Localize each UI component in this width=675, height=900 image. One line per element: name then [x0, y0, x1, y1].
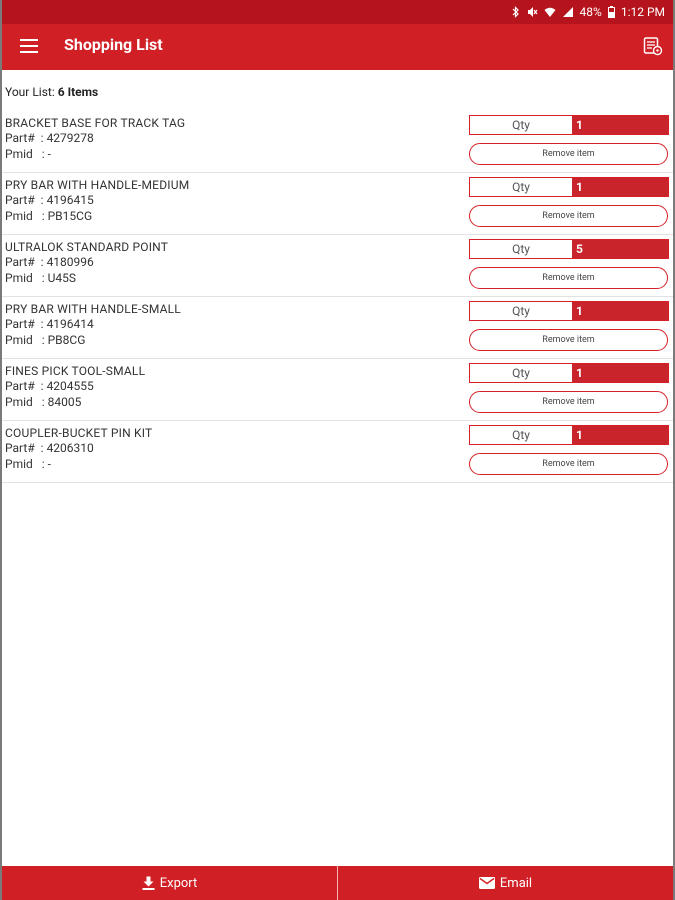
item-pmid-line: Pmid : -	[5, 147, 51, 161]
qty-field[interactable]	[469, 363, 669, 383]
item-part-line: Part# : 4206310	[5, 441, 94, 455]
item-part-number: 4196415	[46, 193, 94, 207]
item-part-line: Part# : 4196414	[5, 317, 94, 331]
qty-field[interactable]	[469, 115, 669, 135]
item-pmid: 84005	[47, 395, 82, 409]
item-name: PRY BAR WITH HANDLE-SMALL	[5, 302, 181, 316]
mail-icon	[479, 877, 495, 889]
item-name: PRY BAR WITH HANDLE-MEDIUM	[5, 178, 190, 192]
page-title: Shopping List	[64, 35, 163, 54]
qty-value[interactable]: 1	[572, 116, 668, 134]
item-count-value: 6 Items	[57, 85, 99, 99]
item-part-line: Part# : 4196415	[5, 193, 94, 207]
remove-item-button[interactable]: Remove item	[469, 329, 668, 351]
battery-percent: 48%	[579, 5, 602, 19]
remove-item-button[interactable]: Remove item	[469, 205, 668, 227]
wifi-icon	[544, 6, 556, 18]
list-item	[2, 296, 673, 359]
qty-field[interactable]	[469, 177, 669, 197]
remove-item-button[interactable]: Remove item	[469, 391, 668, 413]
export-label: Export	[159, 875, 198, 891]
item-part-number: 4180996	[46, 255, 94, 269]
item-part-number: 4206310	[46, 441, 94, 455]
battery-icon	[608, 6, 615, 18]
qty-field[interactable]	[469, 301, 669, 321]
item-pmid-line: Pmid : U45S	[5, 271, 77, 285]
remove-item-button[interactable]: Remove item	[469, 267, 668, 289]
qty-value[interactable]: 5	[572, 240, 668, 258]
mute-icon	[526, 6, 538, 18]
item-pmid-line: Pmid : 84005	[5, 395, 82, 409]
qty-label: Qty	[470, 178, 572, 196]
bottom-action-bar	[2, 866, 673, 900]
qty-label: Qty	[470, 426, 572, 444]
item-part-number: 4204555	[46, 379, 94, 393]
list-item	[2, 110, 673, 173]
qty-field[interactable]	[469, 425, 669, 445]
item-pmid-line: Pmid : -	[5, 457, 51, 471]
bluetooth-icon	[512, 6, 520, 18]
qty-value[interactable]: 1	[572, 426, 668, 444]
hamburger-menu-icon[interactable]	[20, 39, 38, 53]
item-pmid: -	[47, 147, 51, 161]
item-part-line: Part# : 4279278	[5, 131, 94, 145]
item-part-line: Part# : 4180996	[5, 255, 94, 269]
signal-icon	[562, 6, 574, 18]
item-pmid: PB15CG	[47, 209, 93, 223]
qty-label: Qty	[470, 364, 572, 382]
qty-label: Qty	[470, 116, 572, 134]
status-bar	[2, 0, 673, 24]
item-part-line: Part# : 4204555	[5, 379, 94, 393]
download-icon	[142, 876, 155, 890]
app-bar	[2, 24, 673, 70]
item-name: ULTRALOK STANDARD POINT	[5, 240, 169, 254]
list-item	[2, 358, 673, 421]
qty-label: Qty	[470, 302, 572, 320]
list-item	[2, 234, 673, 297]
export-button[interactable]	[2, 866, 337, 900]
item-name: BRACKET BASE FOR TRACK TAG	[5, 116, 186, 130]
status-icons	[512, 4, 665, 20]
item-pmid: -	[47, 457, 51, 471]
qty-label: Qty	[470, 240, 572, 258]
device-screen	[2, 0, 673, 900]
item-count	[5, 85, 98, 99]
remove-item-button[interactable]: Remove item	[469, 143, 668, 165]
qty-field[interactable]	[469, 239, 669, 259]
email-label: Email	[499, 875, 533, 891]
item-name: FINES PICK TOOL-SMALL	[5, 364, 146, 378]
status-time: 1:12 PM	[620, 5, 665, 19]
item-pmid-line: Pmid : PB15CG	[5, 209, 93, 223]
qty-value[interactable]: 1	[572, 364, 668, 382]
email-button[interactable]	[337, 866, 673, 900]
item-count-label: Your List:	[5, 85, 55, 99]
remove-item-button[interactable]: Remove item	[469, 453, 668, 475]
list-item	[2, 172, 673, 235]
list-item	[2, 420, 673, 483]
list-settings-icon[interactable]	[643, 36, 663, 56]
item-pmid: PB8CG	[47, 333, 86, 347]
item-part-number: 4279278	[46, 131, 94, 145]
item-name: COUPLER-BUCKET PIN KIT	[5, 426, 153, 440]
item-pmid: U45S	[47, 271, 77, 285]
item-part-number: 4196414	[46, 317, 94, 331]
item-pmid-line: Pmid : PB8CG	[5, 333, 86, 347]
qty-value[interactable]: 1	[572, 178, 668, 196]
qty-value[interactable]: 1	[572, 302, 668, 320]
